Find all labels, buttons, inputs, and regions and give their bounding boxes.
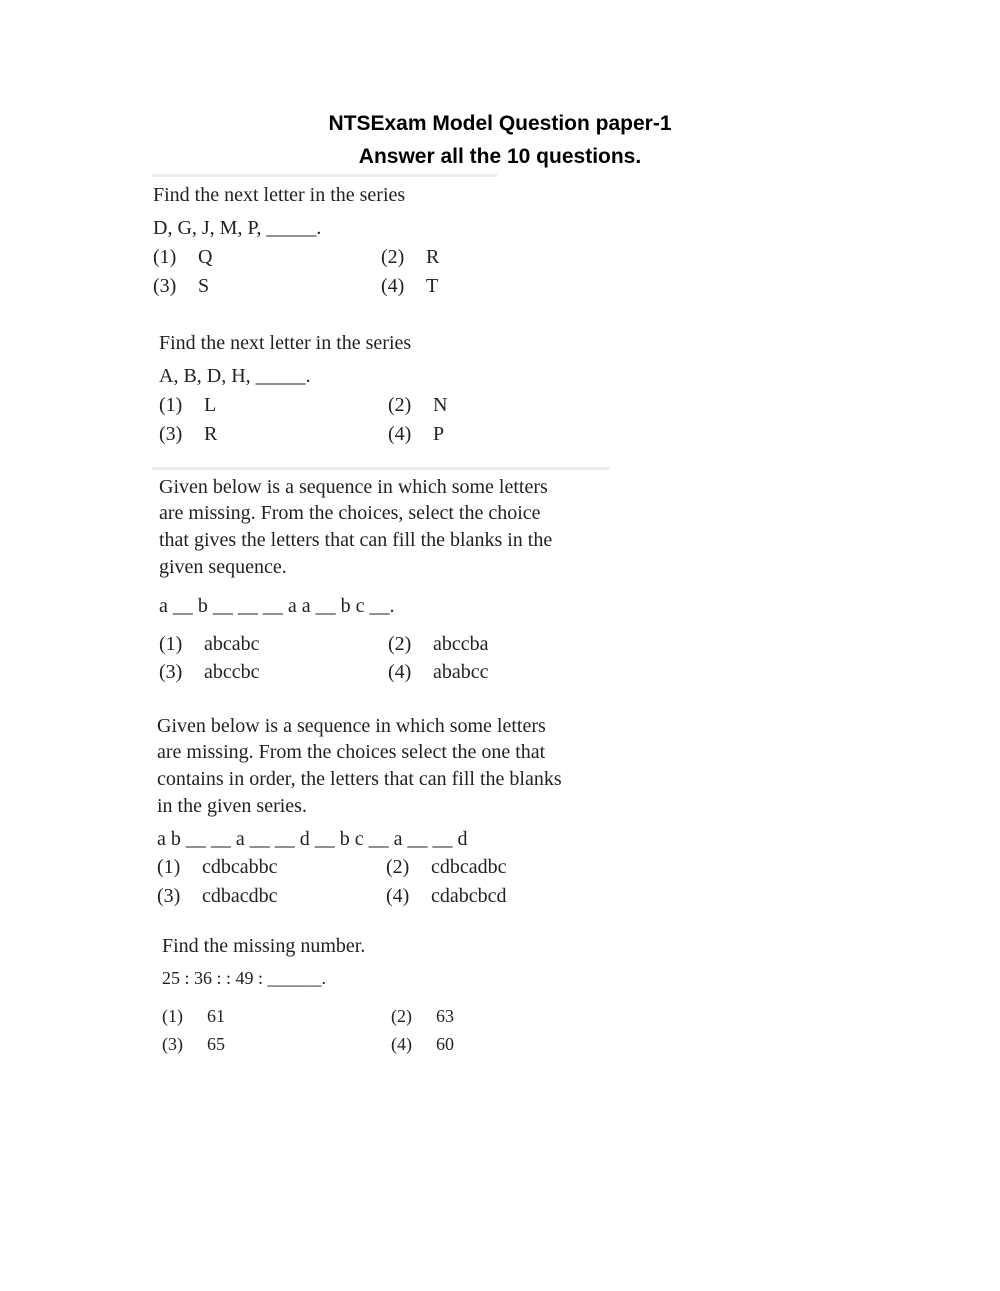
option-4[interactable] bbox=[381, 275, 438, 298]
option-number: (4) bbox=[388, 423, 412, 445]
question-text-line: that gives the letters that can fill the blanks in the bbox=[159, 529, 553, 551]
option-3[interactable] bbox=[157, 885, 278, 908]
option-1[interactable] bbox=[159, 633, 260, 656]
option-number: (1) bbox=[153, 246, 177, 268]
option-number: (3) bbox=[159, 423, 183, 445]
option-1[interactable] bbox=[162, 1006, 225, 1027]
question-series: 25 : 36 : : 49 : ______. bbox=[162, 968, 327, 988]
option-number: (1) bbox=[159, 633, 183, 655]
option-3[interactable] bbox=[159, 661, 260, 684]
option-number: (2) bbox=[391, 1006, 412, 1026]
question-text-line: contains in order, the letters that can fill the blanks bbox=[157, 768, 562, 790]
scan-band bbox=[152, 174, 497, 177]
option-1[interactable] bbox=[153, 246, 212, 269]
option-3[interactable] bbox=[162, 1034, 225, 1055]
option-2[interactable] bbox=[391, 1006, 454, 1027]
option-text: N bbox=[433, 394, 448, 416]
question-series: a b __ __ a __ __ d __ b c __ a __ __ d bbox=[157, 828, 468, 850]
option-3[interactable] bbox=[153, 275, 209, 298]
option-text: 63 bbox=[436, 1006, 454, 1026]
option-4[interactable] bbox=[391, 1034, 454, 1055]
option-text: cdabcbcd bbox=[431, 885, 507, 907]
option-2[interactable] bbox=[386, 856, 507, 879]
option-number: (4) bbox=[381, 275, 405, 297]
option-text: abccbc bbox=[204, 661, 260, 683]
option-number: (3) bbox=[159, 661, 183, 683]
option-number: (2) bbox=[388, 633, 412, 655]
option-text: P bbox=[433, 423, 445, 445]
question-text-line: are missing. From the choices, select the choice bbox=[159, 502, 541, 524]
option-text: R bbox=[426, 246, 440, 268]
option-number: (1) bbox=[162, 1006, 183, 1026]
option-text: abcabc bbox=[204, 633, 260, 655]
option-number: (2) bbox=[386, 856, 410, 878]
question-text: Find the next letter in the series bbox=[153, 184, 406, 206]
option-3[interactable] bbox=[159, 423, 217, 446]
option-2[interactable] bbox=[388, 633, 489, 656]
option-number: (3) bbox=[162, 1034, 183, 1054]
question-text-line: Given below is a sequence in which some letters bbox=[157, 715, 546, 737]
paper-title: NTSExam Model Question paper-1 bbox=[328, 112, 672, 135]
option-text: 60 bbox=[436, 1034, 454, 1054]
option-4[interactable] bbox=[388, 423, 444, 446]
option-text: S bbox=[198, 275, 210, 297]
paper-instructions: Answer all the 10 questions. bbox=[358, 145, 642, 168]
option-number: (1) bbox=[157, 856, 181, 878]
option-number: (3) bbox=[157, 885, 181, 907]
question-text: Find the next letter in the series bbox=[159, 332, 412, 354]
option-2[interactable] bbox=[381, 246, 439, 269]
option-text: L bbox=[204, 394, 217, 416]
option-4[interactable] bbox=[388, 661, 489, 684]
option-text: cdbcadbc bbox=[431, 856, 507, 878]
option-text: 65 bbox=[207, 1034, 225, 1054]
option-4[interactable] bbox=[386, 885, 507, 908]
option-text: cdbcabbc bbox=[202, 856, 278, 878]
option-1[interactable] bbox=[157, 856, 278, 879]
option-number: (4) bbox=[386, 885, 410, 907]
question-text-line: given sequence. bbox=[159, 556, 287, 578]
option-number: (3) bbox=[153, 275, 177, 297]
question-series: A, B, D, H, _____. bbox=[159, 365, 311, 387]
question-text-line: are missing. From the choices select the one that bbox=[157, 741, 546, 763]
option-text: R bbox=[204, 423, 218, 445]
option-text: ababcc bbox=[433, 661, 489, 683]
question-series: a __ b __ __ __ a a __ b c __. bbox=[159, 595, 395, 617]
option-text: T bbox=[426, 275, 439, 297]
scan-band bbox=[152, 467, 609, 470]
question-text: Find the missing number. bbox=[162, 935, 366, 957]
option-number: (2) bbox=[381, 246, 405, 268]
option-number: (4) bbox=[391, 1034, 412, 1054]
option-text: Q bbox=[198, 246, 213, 268]
question-text-line: Given below is a sequence in which some letters bbox=[159, 476, 548, 498]
option-text: cdbacdbc bbox=[202, 885, 278, 907]
question-series: D, G, J, M, P, _____. bbox=[153, 217, 322, 239]
option-number: (2) bbox=[388, 394, 412, 416]
option-number: (4) bbox=[388, 661, 412, 683]
option-number: (1) bbox=[159, 394, 183, 416]
option-1[interactable] bbox=[159, 394, 216, 417]
option-text: 61 bbox=[207, 1006, 225, 1026]
question-text-line: in the given series. bbox=[157, 795, 307, 817]
option-2[interactable] bbox=[388, 394, 447, 417]
option-text: abccba bbox=[433, 633, 489, 655]
